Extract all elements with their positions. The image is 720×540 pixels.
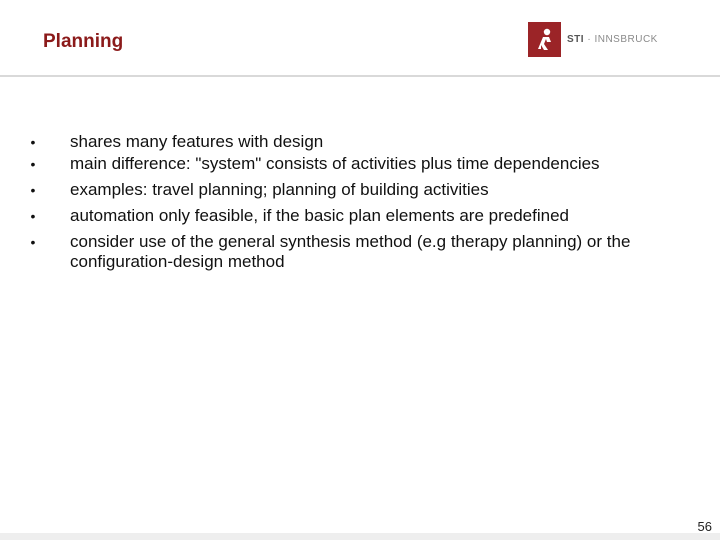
logo-location: INNSBRUCK xyxy=(594,34,658,45)
bullet-text: examples: travel planning; planning of building activities xyxy=(70,180,489,199)
bullet-text: main difference: "system" consists of activities plus time dependencies xyxy=(70,154,600,173)
bullet-icon: • xyxy=(30,234,36,250)
bullet-list xyxy=(28,132,688,278)
list-item xyxy=(28,180,688,200)
footer-bar xyxy=(0,533,720,540)
bullet-text: consider use of the general synthesis method (e.g therapy planning) or the configuration-design method xyxy=(70,232,631,271)
bullet-icon: • xyxy=(30,208,36,224)
bullet-text: shares many features with design xyxy=(70,132,324,151)
list-item xyxy=(28,206,688,226)
logo-wordmark xyxy=(567,34,658,45)
logo-brand: STI xyxy=(567,34,585,45)
sti-innsbruck-logo xyxy=(528,22,658,57)
page-number: 56 xyxy=(697,519,712,534)
bullet-icon: • xyxy=(30,156,36,172)
list-item xyxy=(28,132,688,152)
list-item xyxy=(28,154,688,174)
logo-icon xyxy=(528,22,561,57)
logo-separator: · xyxy=(584,34,595,45)
header-divider xyxy=(0,75,720,77)
list-item xyxy=(28,232,688,272)
bullet-icon: • xyxy=(30,182,36,198)
bullet-icon: • xyxy=(30,134,36,150)
slide-title: Planning xyxy=(43,31,124,52)
bullet-text: automation only feasible, if the basic plan elements are predefined xyxy=(70,206,569,225)
